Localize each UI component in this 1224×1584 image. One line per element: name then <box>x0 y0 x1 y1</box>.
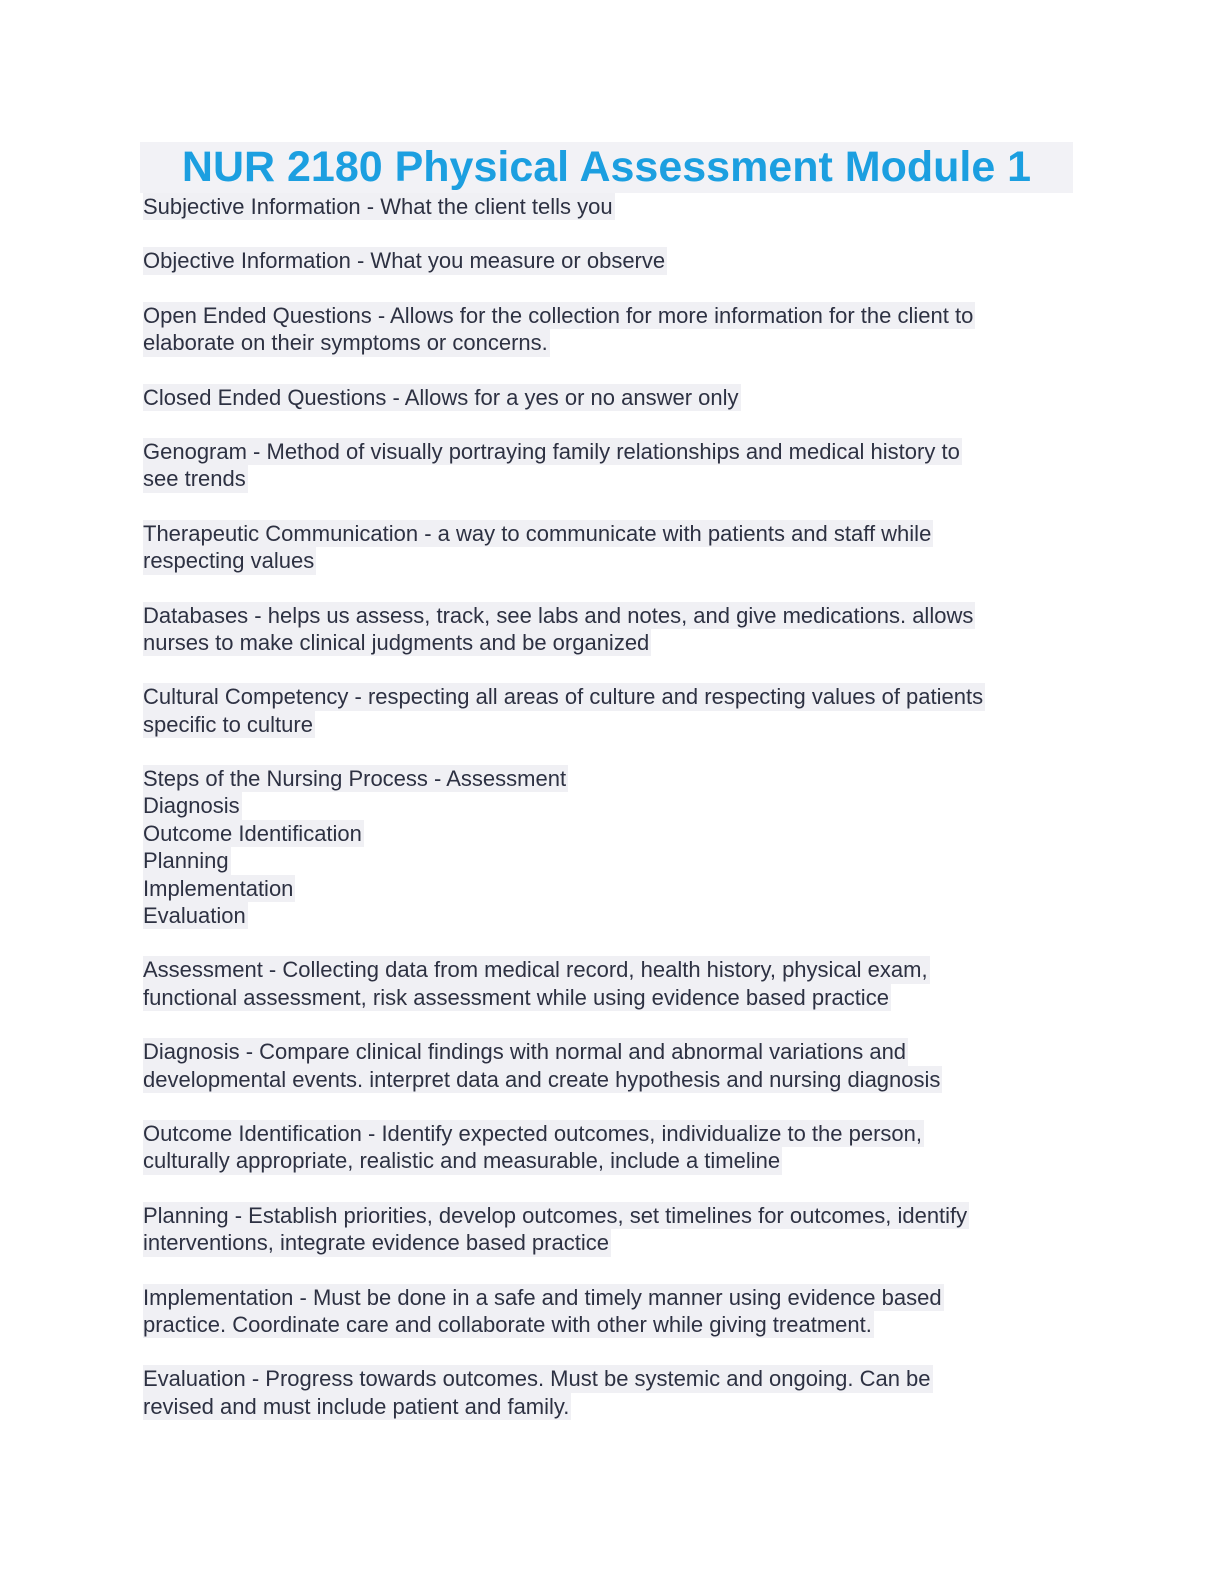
entry-text-line: practice. Coordinate care and collaborate with other while giving treatment. <box>143 1311 872 1337</box>
entry-text-line: Objective Information - What you measure or observe <box>143 248 666 274</box>
entry-text-line: see trends <box>143 466 246 492</box>
definition-entry <box>143 520 1073 575</box>
definition-entry <box>143 302 1073 357</box>
entry-text-line: Implementation <box>143 875 294 901</box>
definition-entry <box>143 765 1073 929</box>
entry-text-line: Outcome Identification <box>143 820 362 846</box>
entry-text-line: Assessment - Collecting data from medical record, health history, physical exam, <box>143 957 928 983</box>
definition-entry <box>143 1202 1073 1257</box>
definition-entry <box>143 384 1073 411</box>
entry-text-line: Open Ended Questions - Allows for the collection for more information for the client to <box>143 302 974 328</box>
entry-text-line: Databases - helps us assess, track, see labs and notes, and give medications. allows <box>143 602 974 628</box>
title-banner <box>140 142 1073 193</box>
entry-text-line: specific to culture <box>143 711 313 737</box>
entry-text-line: Therapeutic Communication - a way to communicate with patients and staff while <box>143 520 932 546</box>
entry-text-line: culturally appropriate, realistic and measurable, include a timeline <box>143 1148 781 1174</box>
definition-entry <box>143 193 1073 220</box>
document-title: NUR 2180 Physical Assessment Module 1 <box>181 143 1032 191</box>
entry-text-line: Evaluation <box>143 903 246 929</box>
entry-text-line: elaborate on their symptoms or concerns. <box>143 330 548 356</box>
entry-text-line: Subjective Information - What the client tells you <box>143 194 613 219</box>
definition-entry <box>143 1120 1073 1175</box>
entry-text-line: Planning - Establish priorities, develop outcomes, set timelines for outcomes, identify <box>143 1202 968 1228</box>
entry-text-line: Steps of the Nursing Process - Assessment <box>143 766 567 792</box>
entry-text-line: Diagnosis - Compare clinical findings with normal and abnormal variations and <box>143 1039 907 1065</box>
entry-text-line: revised and must include patient and family. <box>143 1393 570 1419</box>
definition-entry <box>143 1365 1073 1420</box>
entry-text-line: Genogram - Method of visually portraying family relationships and medical history to <box>143 438 960 464</box>
entry-text-line: functional assessment, risk assessment while using evidence based practice <box>143 984 889 1010</box>
definition-entry <box>143 1038 1073 1093</box>
definition-entry <box>143 683 1073 738</box>
entry-text-line: Evaluation - Progress towards outcomes. Must be systemic and ongoing. Can be <box>143 1366 931 1392</box>
entry-text-line: respecting values <box>143 548 315 574</box>
entry-text-line: Planning <box>143 848 229 874</box>
definition-entry <box>143 247 1073 274</box>
entry-text-line: Cultural Competency - respecting all areas of culture and respecting values of patients <box>143 684 984 710</box>
definition-entry <box>143 438 1073 493</box>
entry-text-line: nurses to make clinical judgments and be organized <box>143 629 650 655</box>
entry-text-line: developmental events. interpret data and create hypothesis and nursing diagnosis <box>143 1066 941 1092</box>
entry-text-line: Outcome Identification - Identify expected outcomes, individualize to the person, <box>143 1120 922 1146</box>
document-body <box>143 193 1073 1447</box>
entry-text-line: Implementation - Must be done in a safe and timely manner using evidence based <box>143 1284 942 1310</box>
entry-text-line: Closed Ended Questions - Allows for a yes or no answer only <box>143 384 739 410</box>
definition-entry <box>143 956 1073 1011</box>
entry-text-line: Diagnosis <box>143 793 240 819</box>
definition-entry <box>143 1284 1073 1339</box>
definition-entry <box>143 602 1073 657</box>
entry-text-line: interventions, integrate evidence based practice <box>143 1230 609 1256</box>
